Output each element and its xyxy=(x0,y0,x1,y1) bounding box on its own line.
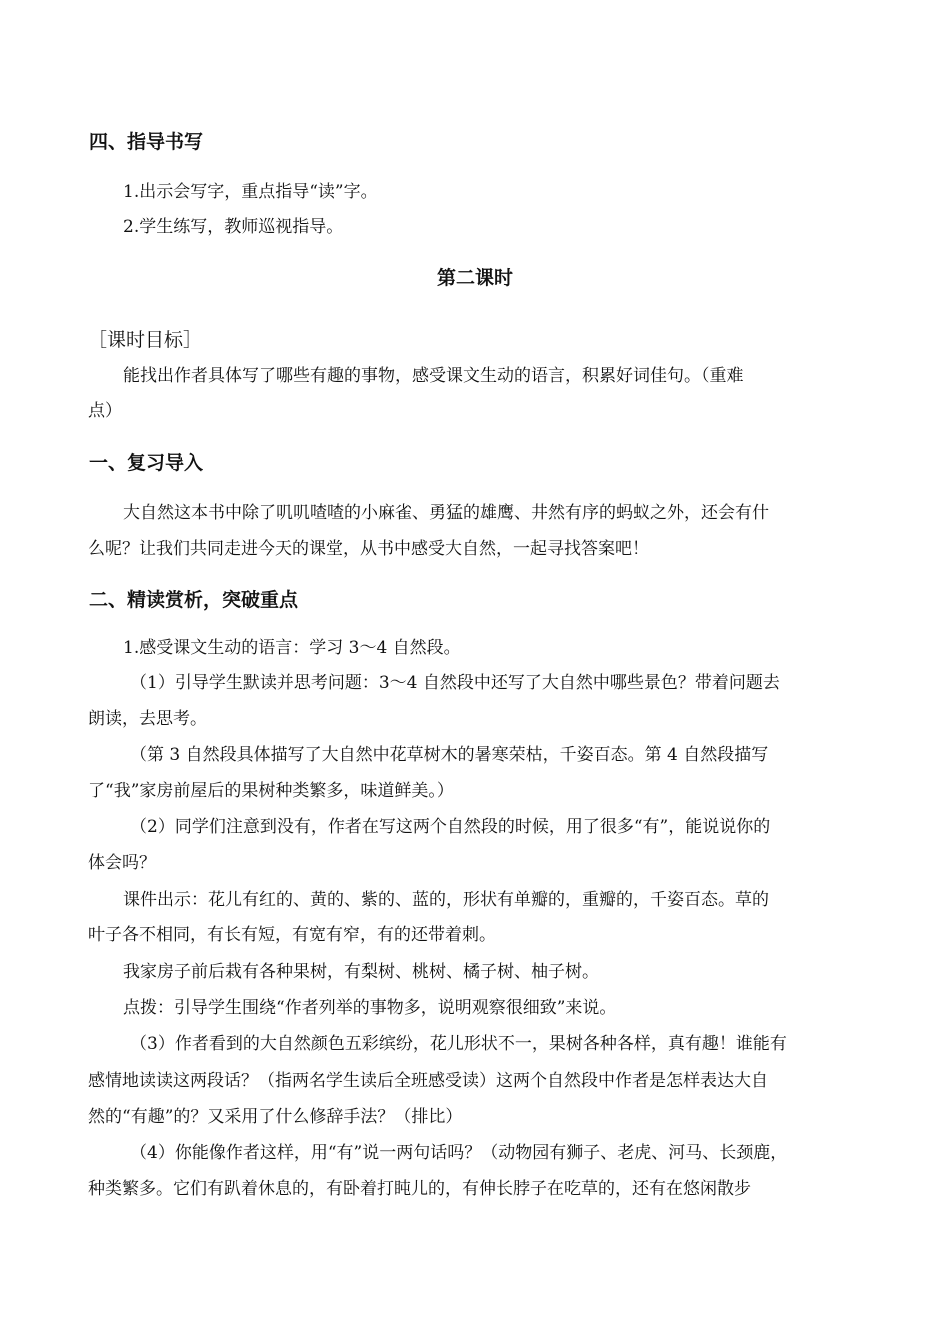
section-2-line-7: 体会吗？ xyxy=(88,853,156,873)
section-1-line-1: 大自然这本书中除了叽叽喳喳的小麻雀、勇猛的雄鹰、井然有序的蚂蚁之外，还会有什 xyxy=(123,503,769,523)
section-2-line-8: 课件出示：花儿有红的、黄的、紫的、蓝的，形状有单瓣的，重瓣的，千姿百态。草的 xyxy=(123,890,769,910)
section-2-line-15: （4）你能像作者这样，用“有”说一两句话吗？（动物园有狮子、老虎、河马、长颈鹿， xyxy=(130,1143,788,1163)
section-2-line-13: 感情地读读这两段话？（指两名学生读后全班感受读）这两个自然段中作者是怎样表达大自 xyxy=(88,1071,768,1091)
section-2-line-3: 朗读，去思考。 xyxy=(88,709,207,729)
section-4-item-2: 2.学生练写，教师巡视指导。 xyxy=(123,217,344,237)
objective-heading: ［课时目标］ xyxy=(88,329,203,351)
section-2-line-12: （3）作者看到的大自然颜色五彩缤纷，花儿形状不一，果树各种各样，真有趣！谁能有 xyxy=(130,1034,787,1054)
section-2-line-9: 叶子各不相同，有长有短，有宽有窄，有的还带着刺。 xyxy=(88,925,496,945)
objective-line-1: 能找出作者具体写了哪些有趣的事物，感受课文生动的语言，积累好词佳句。（重难 xyxy=(123,366,744,386)
section-2-line-2: （1）引导学生默读并思考问题：3～4 自然段中还写了大自然中哪些景色？带着问题去 xyxy=(130,673,780,693)
lesson-title: 第二课时 xyxy=(436,267,513,289)
section-2-line-5: 了“我”家房前屋后的果树种类繁多，味道鲜美。） xyxy=(88,781,454,801)
section-2-heading: 二、精读赏析，突破重点 xyxy=(89,589,299,611)
section-4-item-1: 1.出示会写字，重点指导“读”字。 xyxy=(123,182,378,202)
section-2-line-4: （第 3 自然段具体描写了大自然中花草树木的暑寒荣枯，千姿百态。第 4 自然段描写 xyxy=(130,745,769,765)
objective-line-2: 点） xyxy=(88,401,122,421)
section-2-line-1: 1.感受课文生动的语言：学习 3～4 自然段。 xyxy=(123,638,461,658)
section-2-line-14: 然的“有趣”的？又采用了什么修辞手法？（排比） xyxy=(88,1107,463,1127)
section-2-line-16: 种类繁多。它们有趴着休息的，有卧着打盹儿的，有伸长脖子在吃草的，还有在悠闲散步 xyxy=(88,1179,751,1199)
section-1-line-2: 么呢？让我们共同走进今天的课堂，从书中感受大自然，一起寻找答案吧！ xyxy=(88,539,649,559)
section-2-line-10: 我家房子前后栽有各种果树，有梨树、桃树、橘子树、柚子树。 xyxy=(123,962,599,982)
section-1-heading: 一、复习导入 xyxy=(89,452,204,474)
section-2-line-11: 点拨：引导学生围绕“作者列举的事物多，说明观察很细致”来说。 xyxy=(123,998,617,1018)
section-2-line-6: （2）同学们注意到没有，作者在写这两个自然段的时候，用了很多“有”，能说说你的 xyxy=(130,817,771,837)
section-4-heading: 四、指导书写 xyxy=(89,131,204,153)
